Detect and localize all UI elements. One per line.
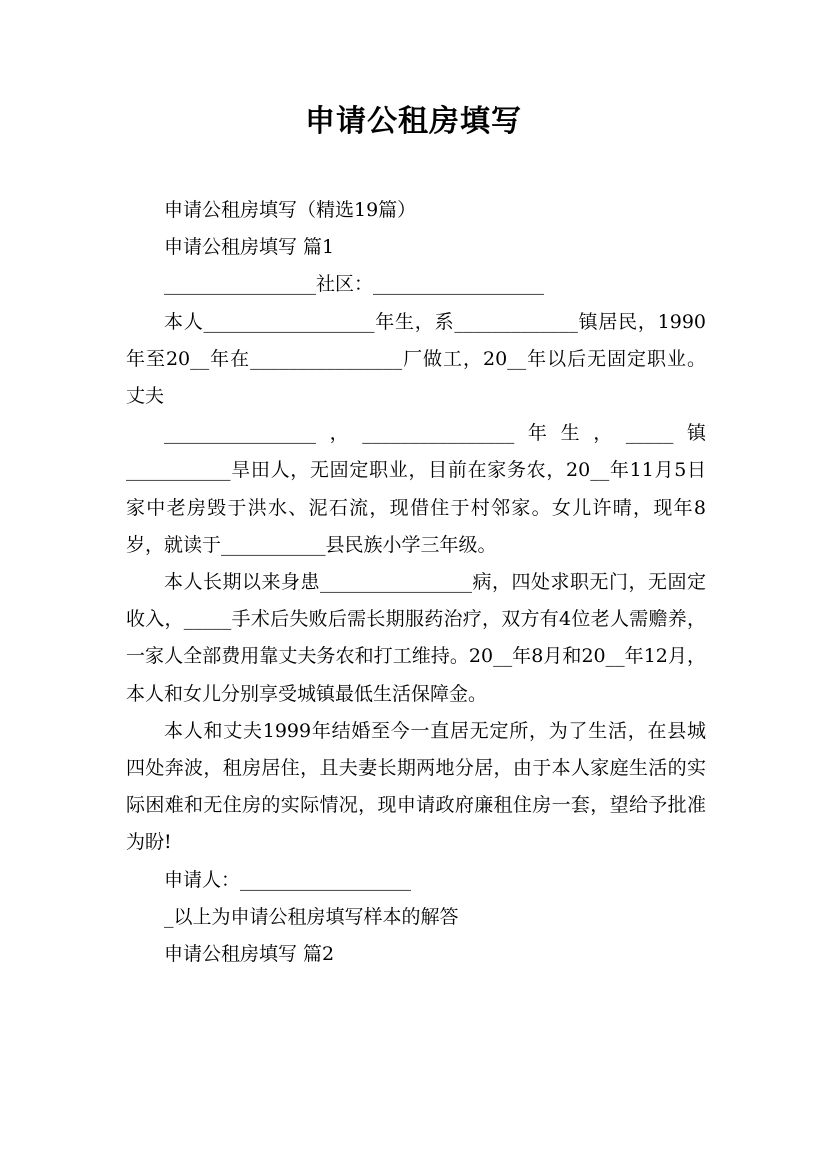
document-title: 申请公租房填写 bbox=[305, 104, 522, 139]
paragraph-section-heading-1: 申请公租房填写 篇1 bbox=[164, 236, 335, 259]
paragraph-husband-line: ________________，________________年生，_____镇 bbox=[164, 422, 706, 445]
paragraph-section-heading-2: 申请公租房填写 篇2 bbox=[164, 943, 335, 966]
paragraph-community-line: ________________社区：__________________ bbox=[164, 273, 545, 296]
paragraph-subtitle: 申请公租房填写（精选19篇） bbox=[164, 199, 417, 221]
paragraph-closing-note: _以上为申请公租房填写样本的解答 bbox=[164, 905, 459, 928]
document-body bbox=[126, 192, 706, 973]
paragraph-applicant-intro: 本人__________________年生，系_____________镇居民，1990年至20__年在________________厂做工，20__年以后无固定职业。丈夫 bbox=[126, 310, 706, 408]
paragraph-family-situation: ___________旱田人，无固定职业，目前在家务农，20__年11月5日家中老房毁于洪水、泥石流，现借住于村邻家。女儿许晴，现年8岁，就读于___________县民族小学三年级。 bbox=[126, 459, 706, 556]
paragraph-signature: 申请人：__________________ bbox=[164, 868, 412, 891]
paragraph-request: 本人和丈夫1999年结婚至今一直居无定所，为了生活，在县城四处奔波，租房居住，且夫妻长期两地分居，由于本人家庭生活的实际困难和无住房的实际情况，现申请政府廉租住房一套，望给予批准为盼! bbox=[126, 719, 706, 854]
paragraph-illness: 本人长期以来身患________________病，四处求职无门，无固定收入，_____手术后失败后需长期服药治疗，双方有4位老人需赡养，一家人全部费用靠丈夫务农和打工维持。20__年8月和20__年12月，本人和女儿分别享受城镇最低生活保障金。 bbox=[126, 571, 706, 705]
